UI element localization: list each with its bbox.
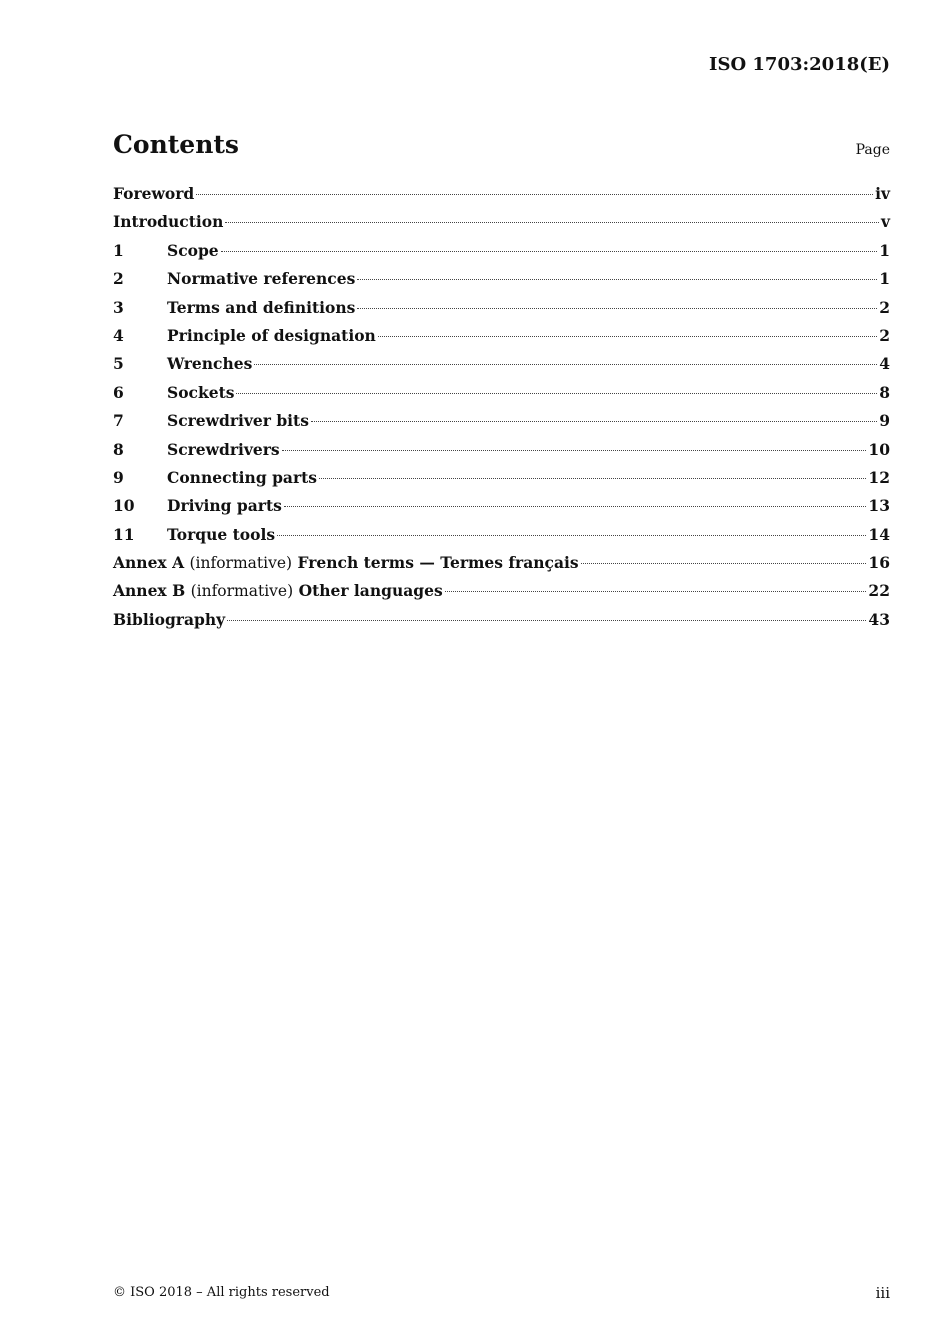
toc-entry-title: Normative references (167, 269, 356, 289)
toc-entry-page: 22 (868, 581, 890, 601)
toc-entry-sockets[interactable] (113, 383, 890, 411)
toc-entry-page: v (880, 212, 890, 232)
toc-entry-title: Principle of designation (167, 325, 376, 345)
toc-entry-screwdriver-bits[interactable] (113, 411, 890, 439)
annex-label: Annex B (113, 581, 186, 601)
toc-entry-title: Introduction (113, 212, 224, 232)
toc-entry-page: 4 (879, 354, 890, 374)
document-id: ISO 1703:2018(E) (709, 54, 890, 75)
annex-kind: (informative) (189, 554, 293, 573)
dot-leader (581, 563, 867, 564)
toc-entry-page: 1 (879, 240, 890, 260)
toc-entry-number: 11 (113, 524, 135, 544)
toc-entry-page: 1 (879, 269, 890, 289)
dot-leader (319, 478, 866, 479)
toc-entry-screwdrivers[interactable] (113, 440, 890, 468)
toc-entry-scope[interactable] (113, 241, 890, 269)
toc-entry-number: 9 (113, 467, 124, 487)
annex-kind: (informative) (190, 582, 294, 601)
toc-entry-page: 10 (868, 439, 890, 459)
dot-leader (284, 506, 867, 507)
toc-entry-number: 2 (113, 269, 124, 289)
toc-entry-title: Connecting parts (167, 467, 317, 487)
contents-heading: Contents (113, 130, 240, 159)
toc-entry-introduction[interactable] (113, 212, 890, 240)
toc-entry-principle-of-designation[interactable] (113, 326, 890, 354)
toc-entry-foreword[interactable] (113, 184, 890, 212)
dot-leader (357, 279, 877, 280)
toc-entry-annex-b[interactable] (113, 581, 890, 609)
annex-title: French terms — Termes français (297, 553, 579, 573)
toc-entry-page: 12 (868, 467, 890, 487)
annex-title: Other languages (298, 581, 443, 601)
footer-page-number: iii (875, 1284, 890, 1302)
toc-entry-title: Bibliography (113, 609, 226, 629)
toc-annex-heading (113, 581, 443, 600)
dot-leader (357, 308, 877, 309)
toc-entry-title: Terms and definitions (167, 297, 356, 317)
toc-entry-connecting-parts[interactable] (113, 468, 890, 496)
dot-leader (378, 336, 877, 337)
toc-entry-title: Scope (167, 240, 219, 260)
toc-entry-number: 7 (113, 411, 124, 431)
toc-entry-title: Driving parts (167, 496, 282, 516)
page-column-label: Page (855, 142, 890, 158)
toc-entry-title: Screwdriver bits (167, 411, 309, 431)
toc-entry-page: 2 (879, 325, 890, 345)
dot-leader (445, 591, 867, 592)
dot-leader (277, 535, 866, 536)
toc-annex-heading (113, 553, 579, 572)
dot-leader (196, 194, 873, 195)
dot-leader (236, 393, 877, 394)
dot-leader (311, 421, 877, 422)
dot-leader (227, 620, 866, 621)
toc-entry-number: 1 (113, 240, 124, 260)
toc-entry-normative-references[interactable] (113, 269, 890, 297)
toc-entry-wrenches[interactable] (113, 354, 890, 382)
toc-entry-annex-a[interactable] (113, 553, 890, 581)
toc-entry-bibliography[interactable] (113, 610, 890, 638)
toc-entry-number: 5 (113, 354, 124, 374)
table-of-contents (113, 184, 890, 638)
dot-leader (221, 251, 878, 252)
dot-leader (225, 222, 879, 223)
toc-entry-torque-tools[interactable] (113, 525, 890, 553)
dot-leader (254, 364, 877, 365)
toc-entry-title: Sockets (167, 382, 235, 402)
toc-entry-title: Foreword (113, 184, 195, 203)
toc-entry-number: 10 (113, 496, 135, 516)
footer-copyright: © ISO 2018 – All rights reserved (113, 1285, 330, 1300)
toc-entry-page: 8 (879, 382, 890, 402)
toc-entry-number: 3 (113, 297, 124, 317)
toc-entry-page: 9 (879, 411, 890, 431)
toc-entry-title: Screwdrivers (167, 439, 280, 459)
toc-entry-page: 14 (868, 524, 890, 544)
toc-entry-number: 8 (113, 439, 124, 459)
toc-entry-page: 13 (868, 496, 890, 516)
toc-entry-number: 6 (113, 382, 124, 402)
toc-entry-page: 43 (868, 609, 890, 629)
toc-entry-number: 4 (113, 325, 124, 345)
toc-entry-title: Torque tools (167, 524, 276, 544)
annex-label: Annex A (113, 553, 185, 573)
toc-entry-page: iv (875, 184, 890, 203)
dot-leader (282, 450, 867, 451)
toc-entry-driving-parts[interactable] (113, 496, 890, 524)
toc-entry-title: Wrenches (167, 354, 253, 374)
toc-entry-page: 2 (879, 297, 890, 317)
toc-entry-page: 16 (868, 553, 890, 573)
toc-entry-terms-and-definitions[interactable] (113, 298, 890, 326)
